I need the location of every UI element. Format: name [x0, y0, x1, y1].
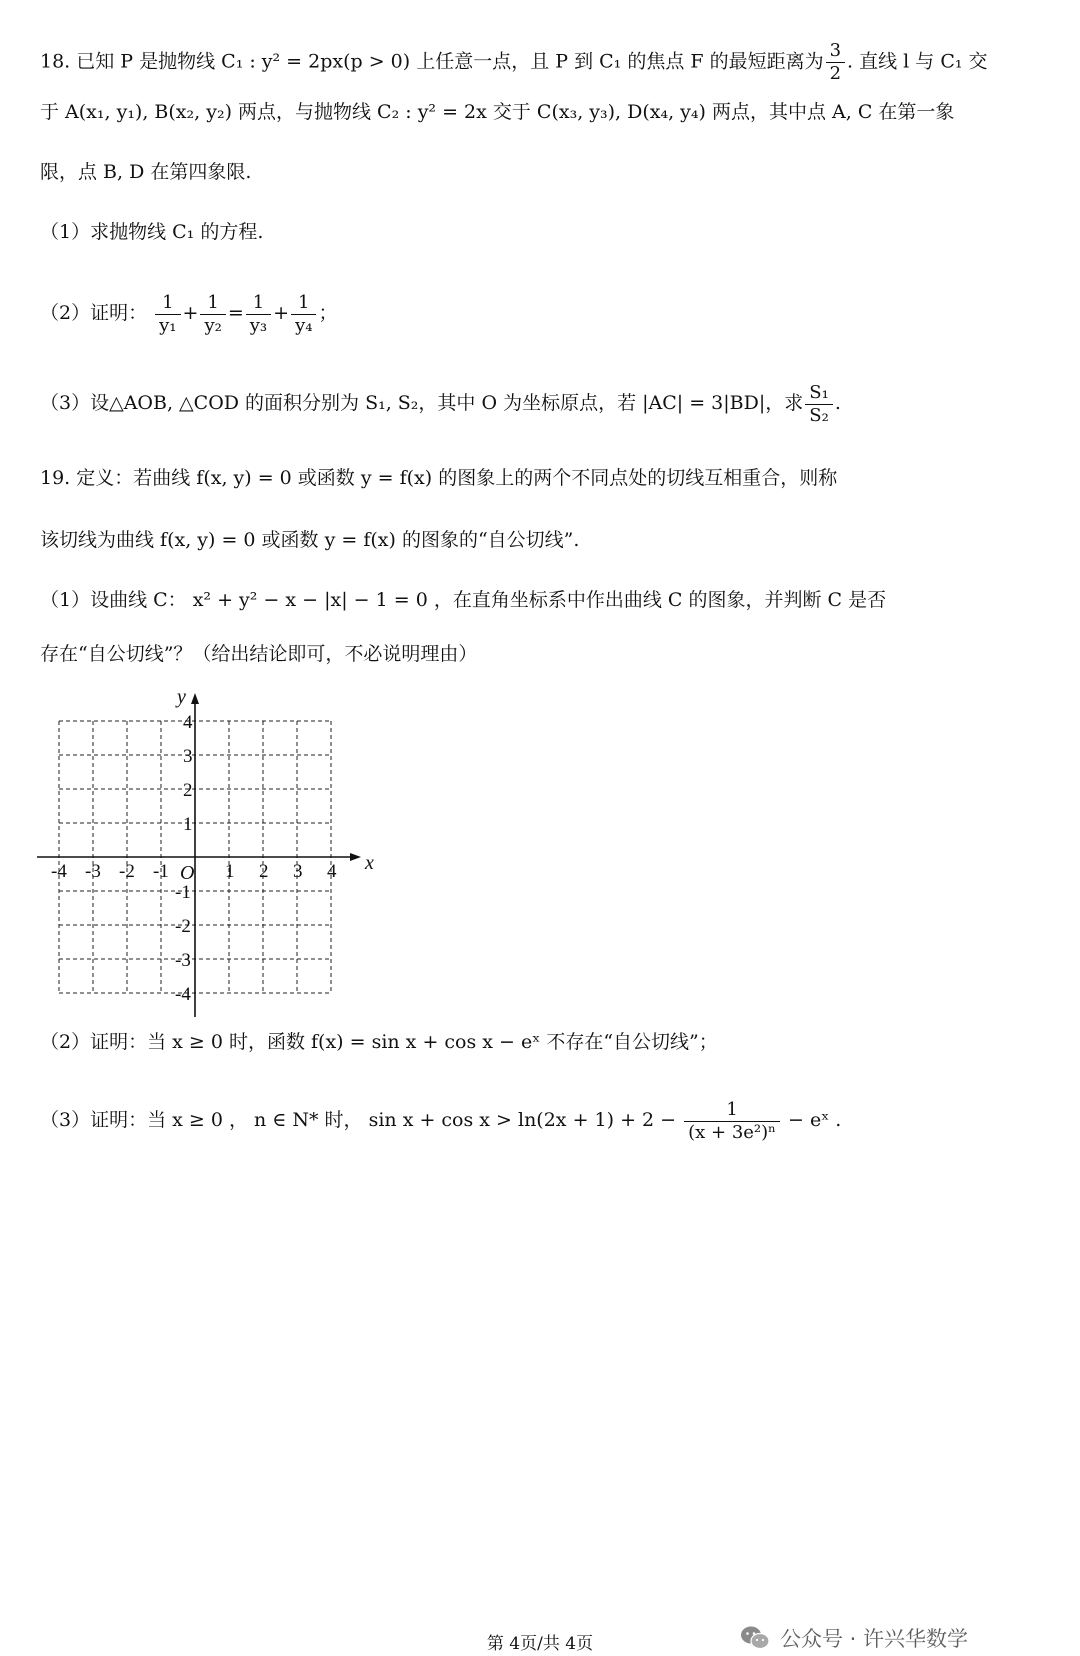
q19-part3-fraction — [684, 1099, 780, 1144]
q18-part2-suffix: ； — [318, 302, 338, 324]
q18-part3-suffix: . — [834, 392, 841, 414]
q18-line1-suffix: . 直线 l 与 C₁ 交 — [847, 50, 988, 73]
y-tick-label: -4 — [175, 984, 191, 1005]
fraction-numerator: 1 — [207, 291, 219, 313]
y-tick-label: -2 — [175, 916, 191, 937]
fraction-denominator: y₄ — [291, 314, 316, 337]
fraction-numerator: S₁ — [809, 381, 829, 403]
coordinate-grid-svg — [30, 686, 390, 1072]
x-tick-label: 2 — [259, 861, 269, 882]
x-tick-label: -3 — [85, 861, 101, 882]
x-axis-label: x — [365, 852, 374, 874]
fraction-denominator: y₁ — [155, 314, 180, 337]
y-tick-label: -1 — [175, 882, 191, 903]
part2-term-4 — [291, 292, 316, 337]
q19-part1-line2: 存在“自公切线”？（给出结论即可，不必说明理由） — [40, 643, 478, 665]
x-tick-label: 3 — [293, 861, 303, 882]
part2-op-2: = — [227, 302, 244, 324]
x-tick-label: -1 — [153, 861, 169, 882]
y-tick-label: 1 — [183, 814, 193, 835]
q18-line1-prefix: 18. 已知 P 是抛物线 C₁ : y² = 2px(p > 0) 上任意一点，且 P 到 C₁ 的焦点 F 的最短距离为 — [40, 50, 824, 73]
part2-op-3: + — [273, 302, 290, 324]
fraction-denominator: 2 — [826, 62, 845, 85]
x-tick-label: 4 — [327, 861, 337, 882]
fraction-numerator: 1 — [726, 1098, 738, 1120]
y-axis-label: y — [177, 686, 186, 708]
q18-line2: 于 A(x₁, y₁), B(x₂, y₂) 两点，与抛物线 C₂ : y² = 2x 交于 C(x₃, y₃), D(x₄, y₄) 两点，其中点 A, C 在第一象 — [40, 101, 955, 123]
q19-line2: 该切线为曲线 f(x, y) = 0 或函数 y = f(x) 的图象的“自公切线”. — [40, 529, 580, 551]
q19-part2: （2）证明：当 x ≥ 0 时，函数 f(x) = sin x + cos x − eˣ 不存在“自公切线”； — [40, 1031, 718, 1053]
part2-term-1 — [155, 292, 180, 337]
wechat-icon — [740, 1625, 770, 1651]
fraction-numerator: 3 — [829, 40, 842, 61]
part2-term-2 — [200, 292, 225, 337]
origin-label: O — [180, 862, 195, 884]
part2-op-1: + — [182, 302, 199, 324]
q18-part3 — [40, 378, 1080, 428]
x-tick-label: -2 — [119, 861, 135, 882]
x-tick-label: -4 — [51, 861, 67, 882]
q19-line1: 19. 定义：若曲线 f(x, y) = 0 或函数 y = f(x) 的图象上的两个不同点处的切线互相重合，则称 — [40, 467, 838, 489]
q19-part3-prefix: （3）证明：当 x ≥ 0 ， n ∈ N* 时， sin x + cos x > ln(2x + 1) + 2 − — [40, 1109, 677, 1131]
q18-part2-prefix: （2）证明： — [40, 302, 148, 324]
fraction-denominator: S₂ — [805, 404, 833, 427]
fraction-denominator: (x + 3e²)ⁿ — [684, 1121, 780, 1144]
fraction-denominator: y₃ — [246, 314, 271, 337]
fraction-numerator: 1 — [162, 291, 174, 313]
x-tick-label: 1 — [225, 861, 235, 882]
q18-part2 — [40, 288, 1080, 338]
q18-fraction-three-halves — [826, 40, 845, 85]
q19-part3-suffix: − eˣ . — [788, 1109, 842, 1131]
y-tick-label: 3 — [183, 746, 193, 767]
part2-term-3 — [246, 292, 271, 337]
q18-part1: （1）求抛物线 C₁ 的方程. — [40, 221, 264, 243]
x-axis-arrow-icon — [350, 853, 361, 861]
q19-part1-line1: （1）设曲线 C： x² + y² − x − |x| − 1 = 0 ，在直角坐标系中作出曲线 C 的图象，并判断 C 是否 — [40, 589, 887, 611]
fraction-denominator: y₂ — [200, 314, 225, 337]
y-tick-label: -3 — [175, 950, 191, 971]
y-axis-arrow-icon — [191, 693, 199, 704]
q18-line3: 限，点 B, D 在第四象限. — [40, 161, 252, 183]
page-footer: 第 4页/共 4页 — [486, 1634, 594, 1654]
y-tick-label: 2 — [183, 780, 193, 801]
watermark — [740, 1620, 1060, 1656]
q18-part3-fraction — [805, 382, 833, 427]
watermark-text: 公众号 · 许兴华数学 — [780, 1627, 969, 1651]
q18-part3-prefix: （3）设△AOB, △COD 的面积分别为 S₁, S₂，其中 O 为坐标原点，若 |AC| = 3|BD|，求 — [40, 392, 804, 414]
fraction-numerator: 1 — [298, 291, 310, 313]
y-tick-label: 4 — [183, 712, 193, 733]
q19-part3 — [40, 1092, 1080, 1148]
coordinate-grid — [30, 686, 390, 1072]
q18-line1 — [40, 40, 1080, 85]
fraction-numerator: 1 — [252, 291, 265, 313]
